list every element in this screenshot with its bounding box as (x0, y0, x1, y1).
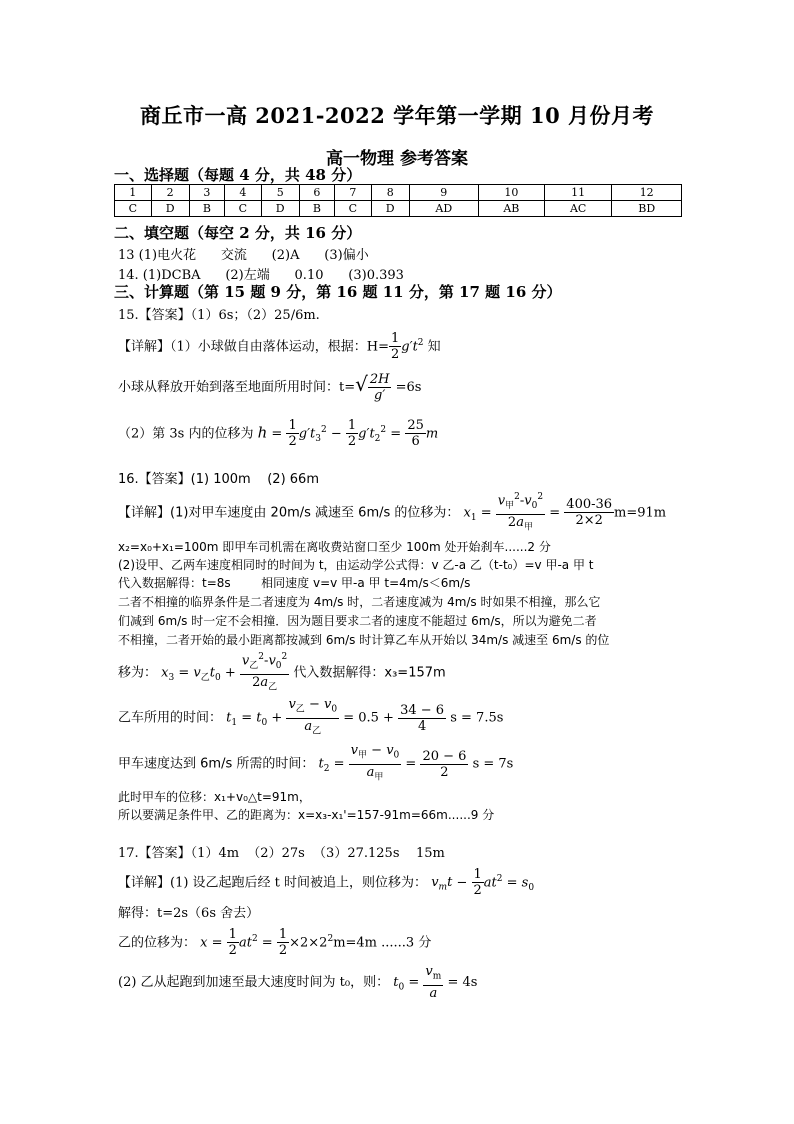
q15-detail-1: 【详解】（1）小球做自由落体运动，根据：H= $\frac{1}{2}$ $g't^2$ 知 (118, 331, 441, 363)
fraction: $\frac{400-36}{2\times 2}$ (566, 497, 613, 529)
table-cell: BD (612, 201, 682, 217)
q16-detail-1-text: 【详解】(1)对甲车速度由 20m/s 减速至 6m/s 的位移为： (118, 505, 460, 521)
table-cell: 3 (189, 185, 224, 201)
table-cell: 8 (371, 185, 409, 201)
q16-detail-1: 【详解】(1)对甲车速度由 20m/s 减速至 6m/s 的位移为： $x_1$ = $\frac{v_甲^2-v_0^2}{2a_甲}$ = $\frac{400-36}{2\times 2}$ m=91m (118, 490, 666, 536)
table-cell: C (115, 201, 152, 217)
table-cell: 2 (151, 185, 189, 201)
q15-detail-2-text: 小球从释放开始到落至地面所用时间：t= (118, 380, 356, 395)
page-subtitle: 高一物理 参考答案 (326, 149, 468, 169)
q17-detail-2: 解得：t=2s（6s 舍去） (118, 906, 260, 921)
section-choice-heading: 一、选择题（每题 4 分，共 48 分） (114, 166, 362, 184)
table-cell: 6 (299, 185, 334, 201)
table-cell: B (299, 201, 334, 217)
section-calc-heading: 三、计算题（第 15 题 9 分，第 16 题 11 分，第 17 题 16 分） (114, 283, 562, 301)
q16-line-12: 所以要满足条件甲、乙的距离为：x=x₃-x₁'=157-91m=66m......9 分 (118, 808, 495, 822)
table-cell: 11 (544, 185, 611, 201)
fraction: $\frac{1}{2}$ (278, 927, 288, 959)
fraction: $\frac{v_甲 - v_0}{a_甲}$ (350, 743, 400, 783)
fraction: $\frac{25}{6}$ (407, 418, 424, 450)
fraction: $\frac{v_乙^2-v_0^2}{2a_乙}$ (241, 652, 288, 693)
table-cell: 9 (409, 185, 478, 201)
q15-answer: 15.【答案】（1）6s；（2）25/6m. (118, 308, 320, 323)
q16-line-7: 不相撞，二者开始的最小距离都按减到 6m/s 时计算乙车从开始以 34m/s 减速至 6m/s 的位 (118, 633, 610, 647)
fraction: $\frac{v_乙 - v_0}{a_乙}$ (288, 697, 338, 737)
q17-detail-1: 【详解】(1) 设乙起跑后经 t 时间被追上，则位移为： $v_mt$ − $\frac{1}{2}$ $at^2 = s_0$ (118, 867, 535, 899)
fill-answer-14: 14. (1)DCBA (2)左端 0.10 (3)0.393 (118, 268, 404, 283)
q16-line-5: 二者不相撞的临界条件是二者速度为 4m/s 时，二者速度减为 4m/s 时如果不相撞，那么它 (118, 595, 601, 609)
table-row-numbers (115, 185, 682, 201)
section-fill-heading: 二、填空题（每空 2 分，共 16 分） (114, 224, 362, 242)
fraction: $\frac{20 - 6}{2}$ (422, 748, 467, 780)
fraction: $\frac{1}{2}$ (473, 867, 482, 899)
table-cell: AD (409, 201, 478, 217)
fraction: $\frac{v_m}{a}$ (425, 964, 442, 1001)
table-cell: 10 (478, 185, 544, 201)
q15-detail-2-end: =6s (395, 380, 422, 395)
q16-line-11: 此时甲车的位移：x₁+v₀△t=91m， (118, 790, 311, 804)
fraction: $\frac{1}{2}$ (228, 927, 237, 959)
q17-detail-4: (2) 乙从起跑到加速至最大速度时间为 t₀，则： $t_0$ = $\frac{v_m}{a}$ = 4s (118, 964, 478, 1001)
q15-detail-1-text: 【详解】（1）小球做自由落体运动，根据：H= (118, 339, 390, 355)
table-cell: B (189, 201, 224, 217)
fraction: $\frac{1}{2}$ (347, 418, 357, 450)
fraction: $\frac{34 - 6}{4}$ (400, 702, 445, 734)
table-cell: 7 (335, 185, 372, 201)
q16-line-10: 甲车速度达到 6m/s 所需的时间： $t_2$ = $\frac{v_甲 - v_0}{a_甲}$ = $\frac{20 - 6}{2}$ s = 7s (118, 743, 513, 787)
q17-answer: 17.【答案】（1）4m （2）27s （3）27.125s 15m (118, 846, 445, 861)
fraction: $\frac{1}{2}$ (288, 418, 297, 450)
table-cell: C (225, 201, 262, 217)
fraction: $\frac{2H}{g'}$ (369, 372, 390, 403)
q15-detail-3-text: （2）第 3s 内的位移为 (118, 426, 254, 442)
q17-detail-3: 乙的位移为： x = $\frac{1}{2}$ $at^2$ = $\frac{1}{2}$ $\times 2\times 2^2m=4m$ ......3 分 (118, 927, 432, 959)
q16-line-6: 们减到 6m/s 时一定不会相撞．因为题目要求二者的速度不能超过 6m/s，所以为避免二者 (118, 614, 597, 628)
table-cell: C (335, 201, 372, 217)
fraction: $\frac{v_甲^2-v_0^2}{2a_甲}$ (497, 492, 544, 533)
table-cell: 4 (225, 185, 262, 201)
table-cell: AC (544, 201, 611, 217)
table-cell: AB (478, 201, 544, 217)
answer-table (114, 184, 682, 217)
fraction: $\frac{1}{2}$ (391, 331, 400, 363)
q15-detail-3: （2）第 3s 内的位移为 h = $\frac{1}{2}$ $g't_3^2$ − $\frac{1}{2}$ $g't_2^2$ = $\frac{25}{6}$ m (118, 418, 439, 450)
q16-line-3: (2)设甲、乙两车速度相同时的时间为 t，由运动学公式得：v 乙-a 乙（t-t₀）=v 甲-a 甲 t (118, 558, 594, 572)
q16-line-2: x₂=x₀+x₁=100m 即甲车司机需在离收费站窗口至少 100m 处开始刹车......2 分 (118, 540, 551, 554)
table-cell: D (371, 201, 409, 217)
table-row-answers (115, 201, 682, 217)
q15-detail-1-end: 知 (427, 339, 441, 355)
q16-line-4: 代入数据解得：t=8s 相同速度 v=v 甲-a 甲 t=4m/s＜6m/s (118, 576, 471, 590)
q16-answer: 16.【答案】(1) 100m (2) 66m (118, 472, 319, 487)
table-cell: 1 (115, 185, 152, 201)
q16-line-8: 移为： $x_3 = v_乙t_0$ + $\frac{v_乙^2-v_0^2}{2a_乙}$ 代入数据解得：x₃=157m (118, 650, 446, 696)
fill-answer-13: 13 (1)电火花 交流 (2)A (3)偏小 (118, 248, 369, 263)
page-title: 商丘市一高 2021-2022 学年第一学期 10 月份月考 (139, 103, 655, 128)
table-cell: 5 (261, 185, 299, 201)
table-cell: D (261, 201, 299, 217)
q16-line-9: 乙车所用的时间： $t_1 = t_0$ + $\frac{v_乙 - v_0}{a_乙}$ = 0.5 + $\frac{34 - 6}{4}$ s = 7.5s (118, 697, 503, 741)
table-cell: D (151, 201, 189, 217)
q15-detail-2: 小球从释放开始到落至地面所用时间：t=√ $\frac{2H}{g'}$ =6s (118, 372, 422, 403)
table-cell: 12 (612, 185, 682, 201)
